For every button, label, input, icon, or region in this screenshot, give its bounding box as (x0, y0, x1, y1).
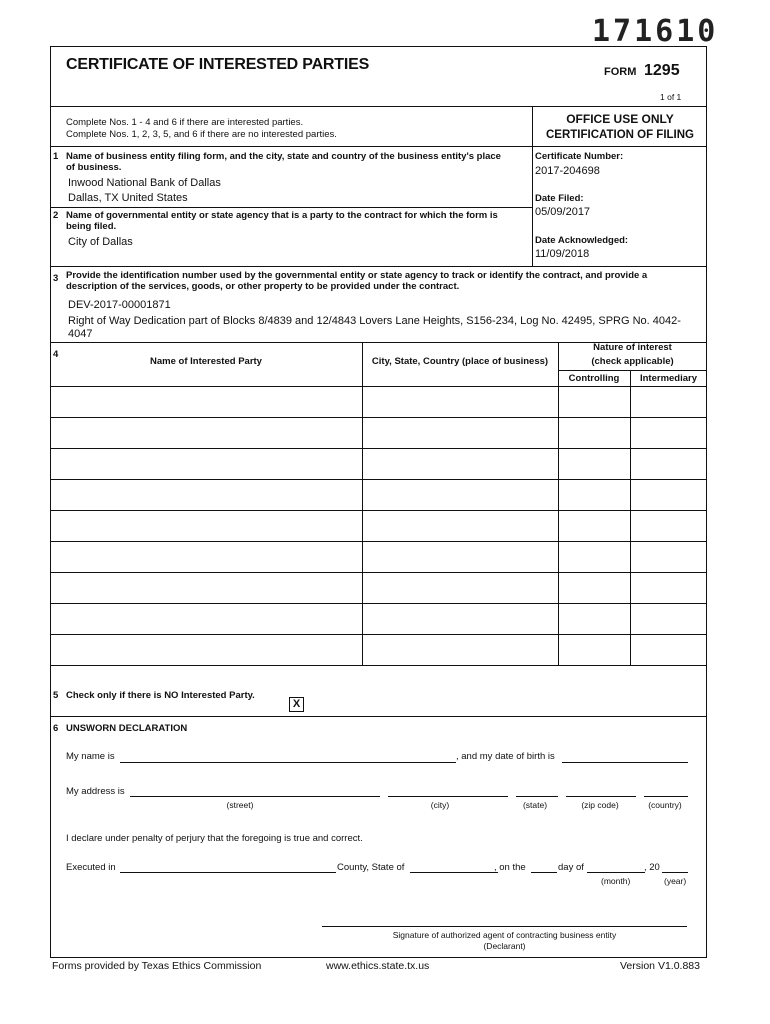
table-row (50, 386, 707, 387)
section-6-number: 6 (53, 723, 59, 734)
section-5-number: 5 (53, 690, 59, 701)
section-2-label (66, 210, 528, 232)
col-header-city: City, State, Country (place of business) (371, 356, 549, 367)
form-label: FORM (604, 66, 637, 78)
divider (50, 207, 532, 208)
col-header-nature-sub: (check applicable) (591, 356, 674, 367)
section-1-label-line-1: Name of business entity filing form, and the city, state and country of the business entity's place (66, 151, 501, 162)
instruction-line-1: Complete Nos. 1 - 4 and 6 if there are interested parties. (66, 117, 304, 128)
day-field[interactable] (531, 872, 557, 873)
certificate-number-label: Certificate Number: (535, 151, 624, 162)
business-entity-location: Dallas, TX United States (68, 192, 188, 204)
contract-description-cont: 4047 (68, 328, 93, 340)
section-3-number: 3 (53, 273, 59, 284)
street-caption: (street) (226, 800, 254, 810)
section-3-label-line-1: Provide the identification number used by the governmental entity or state agency to track or identify the contract, and provide a (66, 270, 648, 281)
form-title: CERTIFICATE OF INTERESTED PARTIES (66, 56, 370, 73)
state-of-field[interactable] (410, 872, 498, 873)
year-prefix: , 20 (644, 862, 660, 873)
governmental-entity: City of Dallas (68, 236, 133, 248)
my-name-label: My name is (66, 751, 115, 762)
table-row (50, 665, 707, 666)
table-column-line (362, 342, 363, 665)
office-use-title: OFFICE USE ONLY (566, 112, 674, 126)
on-the-label: , on the (494, 862, 526, 873)
zip-caption: (zip code) (581, 800, 619, 810)
section-1-label-line-2: of business. (66, 162, 122, 173)
declaration-statement: I declare under penalty of perjury that the foregoing is true and correct. (66, 833, 363, 844)
country-field[interactable] (644, 796, 688, 797)
section-2-label-line-1: Name of governmental entity or state agency that is a party to the contract for which the form is (66, 210, 498, 221)
office-use-divider (532, 106, 533, 266)
col-header-nature: Nature of interest (593, 342, 672, 353)
month-field[interactable] (587, 872, 645, 873)
street-field[interactable] (130, 796, 380, 797)
contract-description: Right of Way Dedication part of Blocks 8/4839 and 12/4843 Lovers Lane Heights, S156-234, Log No. 42495, SPRG No. 4042- (68, 315, 681, 327)
divider (50, 716, 707, 717)
divider (50, 106, 707, 107)
col-header-controlling: Controlling (568, 373, 620, 384)
col-header-intermediary: Intermediary (639, 373, 698, 384)
date-filed-label: Date Filed: (535, 193, 584, 204)
county-state-label: County, State of (337, 862, 405, 873)
table-row (50, 479, 707, 480)
date-filed: 05/09/2017 (535, 206, 591, 218)
table-column-line (558, 342, 559, 665)
col-header-name: Name of Interested Party (150, 356, 262, 367)
year-caption: (year) (664, 876, 687, 886)
section-5-label: Check only if there is NO Interested Party. (66, 690, 255, 701)
divider (532, 146, 707, 147)
section-1-label (66, 151, 528, 173)
declarant-caption: (Declarant) (483, 941, 526, 951)
instruction-line-2: Complete Nos. 1, 2, 3, 5, and 6 if there are no interested parties. (66, 129, 337, 140)
form-number: 1295 (644, 62, 680, 79)
table-column-line (630, 370, 631, 665)
date-acknowledged-label: Date Acknowledged: (535, 235, 629, 246)
month-caption: (month) (601, 876, 631, 886)
city-caption: (city) (430, 800, 450, 810)
contract-id: DEV-2017-00001871 (68, 299, 171, 311)
certificate-number: 2017-204698 (535, 165, 600, 177)
section-1-number: 1 (53, 151, 59, 162)
section-2-number: 2 (53, 210, 59, 221)
name-field[interactable] (120, 762, 456, 763)
business-entity-name: Inwood National Bank of Dallas (68, 177, 221, 189)
day-of-label: day of (558, 862, 584, 873)
footer-website[interactable]: www.ethics.state.tx.us (326, 960, 430, 972)
divider (558, 370, 707, 371)
section-3-label-line-2: description of the services, goods, or other property to be provided under the contract. (66, 281, 460, 292)
dob-label: , and my date of birth is (456, 751, 555, 762)
date-acknowledged: 11/09/2018 (535, 248, 590, 260)
handwritten-number: 171610 (592, 14, 719, 49)
table-row (50, 634, 707, 635)
executed-in-label: Executed in (66, 862, 116, 873)
table-row (50, 510, 707, 511)
state-caption: (state) (522, 800, 548, 810)
section-6-title: UNSWORN DECLARATION (66, 723, 188, 734)
state-field[interactable] (516, 796, 558, 797)
page-count: 1 of 1 (660, 92, 682, 102)
section-4-number: 4 (53, 349, 59, 360)
city-field[interactable] (388, 796, 508, 797)
divider (50, 146, 532, 147)
table-row (50, 417, 707, 418)
certification-title: CERTIFICATION OF FILING (546, 129, 694, 141)
table-row (50, 448, 707, 449)
divider (50, 266, 707, 267)
zip-field[interactable] (566, 796, 636, 797)
year-field[interactable] (662, 872, 688, 873)
dob-field[interactable] (562, 762, 688, 763)
section-3-label (66, 270, 702, 292)
address-label: My address is (66, 786, 125, 797)
footer-version: Version V1.0.883 (620, 960, 700, 972)
signature-caption: Signature of authorized agent of contracting business entity (392, 930, 617, 940)
signature-field[interactable] (322, 926, 687, 927)
table-row (50, 603, 707, 604)
table-row (50, 572, 707, 573)
county-field[interactable] (120, 872, 336, 873)
country-caption: (country) (648, 800, 682, 810)
section-2-label-line-2: being filed. (66, 221, 117, 232)
no-interested-party-checkbox[interactable]: X (289, 697, 304, 712)
table-row (50, 541, 707, 542)
footer-provider: Forms provided by Texas Ethics Commission (52, 960, 262, 972)
